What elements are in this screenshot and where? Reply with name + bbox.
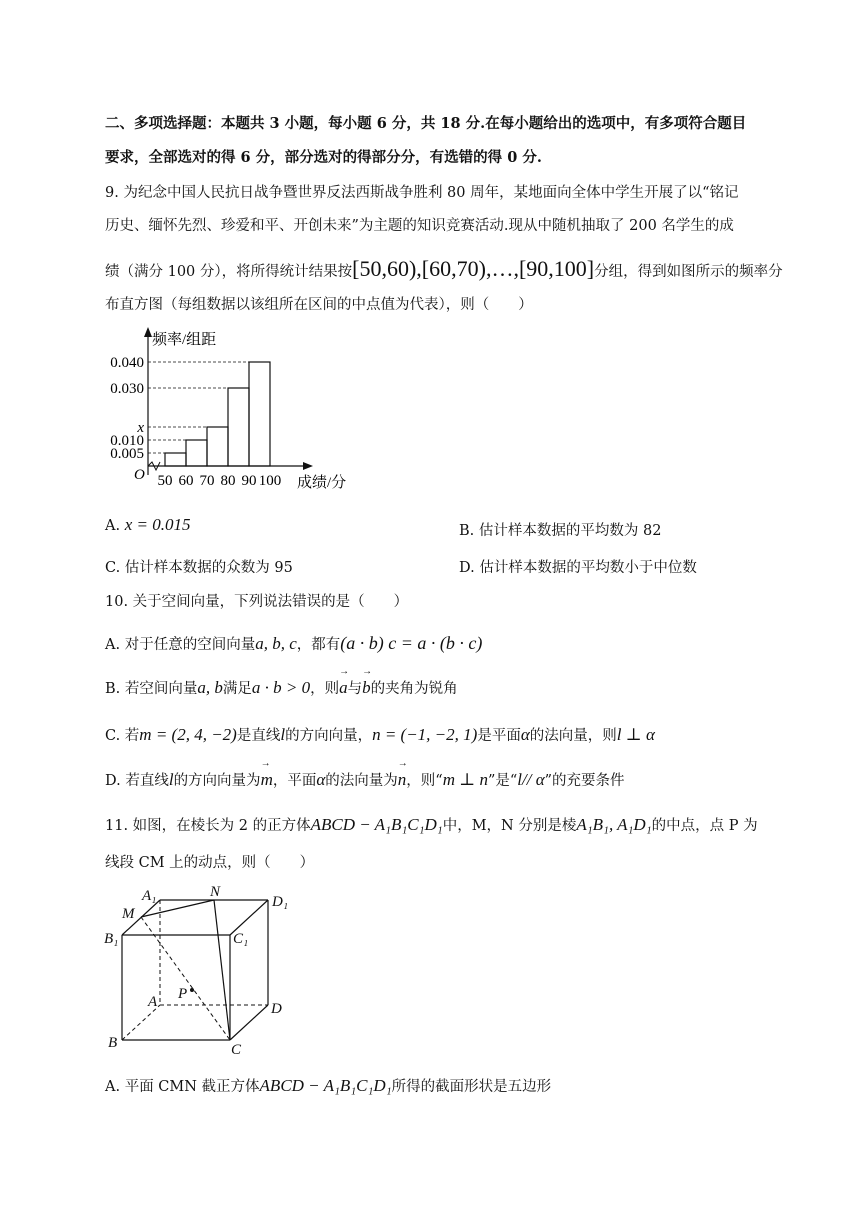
q10-option-c-line-l: l — [280, 725, 286, 744]
point-p-dot — [190, 988, 194, 992]
q10-option-d-mid2: ，平面 — [272, 773, 317, 789]
q10-option-d-vec-m: → m — [261, 770, 273, 790]
x-tick-label: 60 — [178, 473, 194, 489]
q11-stem-line1 — [105, 814, 758, 835]
q10-option-a — [105, 633, 482, 654]
x-tick-label: 100 — [258, 473, 282, 489]
y-tick-labels — [110, 355, 144, 462]
q10-option-c-mid2: 的方向向量， — [285, 728, 373, 744]
q9-stem-line3-post: 分组，得到如图所示的频率分 — [594, 264, 783, 280]
q11-stem-line1-pre: 11. 如图，在棱长为 2 的正方体 — [105, 818, 311, 834]
cube-solid-edges — [122, 900, 268, 1040]
q9-option-c: C. 估计样本数据的众数为 95 — [105, 560, 293, 576]
q10-option-b — [105, 677, 458, 698]
section-heading-line2: 要求，全部选对的得 6 分，部分选对的得部分分，有选错的得 0 分. — [105, 149, 542, 166]
q9-stem-line3-pre: 绩（满分 100 分），将所得统计结果按 — [105, 264, 353, 280]
x-axis-arrow — [303, 462, 313, 470]
q10-option-b-mid: 满足 — [222, 681, 252, 697]
q11-stem-line2: 线段 CM 上的动点，则（ ） — [105, 855, 315, 871]
q11-stem-line1-mid: 中，M，N 分别是棱 — [442, 818, 577, 834]
q11-edges: A₁B₁, A₁D₁ — [576, 815, 652, 834]
histogram-bar — [207, 427, 228, 466]
q10-option-c — [105, 724, 655, 745]
q10-option-d-mid1: 的方向向量为 — [173, 773, 261, 789]
y-tick-label: 0.030 — [110, 381, 144, 397]
histogram-bar — [186, 440, 207, 466]
label-c: C — [231, 1042, 242, 1058]
x-tick-labels — [158, 473, 282, 489]
q9-stem-line1: 9. 为纪念中国人民抗日战争暨世界反法西斯战争胜利 80 周年，某地面向全体中学生开展了以“铭记 — [105, 185, 739, 201]
label-c1: C₁ — [233, 931, 249, 947]
origin-label: O — [134, 467, 145, 483]
histogram-bar — [228, 388, 249, 466]
q10-option-d-mid3: 的法向量为 — [325, 773, 398, 789]
q10-option-a-vectors: a, b, c — [255, 634, 297, 653]
y-tick-label: 0.040 — [110, 355, 144, 371]
q10-option-c-vec-n: n = (−1, −2, 1) — [372, 725, 478, 744]
q10-option-d-line-l: l — [168, 770, 174, 789]
q9-option-a — [105, 515, 190, 535]
q10-option-b-vec-b: → b — [362, 678, 371, 698]
y-axis-arrow — [144, 327, 152, 337]
label-d1: D₁ — [272, 894, 289, 910]
q9-option-a-math: x = 0.015 — [124, 515, 191, 534]
q9-stem-line4: 布直方图（每组数据以该组所在区间的中点值为代表），则（ ） — [105, 297, 533, 313]
q10-option-c-mid3: 是平面 — [477, 728, 521, 744]
q11-option-a-pre: A. 平面 CMN 截正方体 — [105, 1079, 260, 1095]
q10-option-a-pre: A. 对于任意的空间向量 — [105, 637, 256, 653]
cube-diagram — [100, 880, 300, 1060]
q9-option-d: D. 估计样本数据的平均数小于中位数 — [459, 560, 697, 576]
x-tick-label: 80 — [220, 473, 236, 489]
x-tick-label: 50 — [157, 473, 173, 489]
cube-hidden-edges — [122, 900, 268, 1040]
histogram-dash-lines — [148, 362, 249, 453]
q10-option-d-mid5: ”是“ — [487, 773, 518, 789]
q9-stem-line2: 历史、缅怀先烈、珍爱和平、开创未来”为主题的知识竞赛活动.现从中随机抽取了 200 名学生的成 — [105, 218, 734, 234]
q11-stem-line1-post: 的中点，点 P 为 — [651, 818, 758, 834]
q11-cube-name: ABCD − A₁B₁C₁D₁ — [310, 815, 443, 834]
q10-option-a-mid: ，都有 — [296, 637, 341, 653]
label-d: D — [271, 1001, 282, 1017]
frequency-histogram — [100, 325, 380, 497]
q10-option-c-conclusion: l ⊥ α — [616, 725, 655, 744]
q10-option-b-post1: ，则 — [310, 681, 340, 697]
y-axis-label: 频率/组距 — [152, 332, 217, 348]
q10-option-d-mid4: ，则“ — [406, 773, 443, 789]
section-heading-line1: 二、多项选择题：本题共 3 小题，每小题 6 分，共 18 分.在每小题给出的选项中，有多项符合题目 — [105, 115, 747, 132]
x-tick-label: 90 — [241, 473, 257, 489]
q10-option-d-alpha: α — [316, 770, 326, 789]
label-m: M — [122, 906, 135, 922]
y-tick-label: x — [137, 420, 144, 436]
label-p: P — [178, 986, 188, 1002]
label-n: N — [210, 884, 221, 900]
q10-option-d-cond1: m ⊥ n — [442, 770, 488, 789]
q10-option-c-pre: C. 若 — [105, 728, 140, 744]
q10-option-b-vectors: a, b — [197, 678, 223, 697]
q10-option-d-post: ”的充要条件 — [544, 773, 625, 789]
q9-stem-line3 — [105, 256, 783, 282]
q10-option-c-mid4: 的法向量，则 — [529, 728, 617, 744]
x-axis-label: 成绩/分 — [297, 475, 347, 491]
label-a1: A₁ — [142, 888, 157, 904]
q11-option-a-post: 所得的截面形状是五边形 — [391, 1079, 552, 1095]
q10-option-d-pre: D. 若直线 — [105, 773, 169, 789]
q10-option-b-vec-a: → a — [339, 678, 348, 698]
q10-option-d — [105, 769, 625, 790]
q9-option-b: B. 估计样本数据的平均数为 82 — [459, 523, 662, 539]
q9-interval-groups: [50,60),[60,70),…,[90,100] — [352, 256, 595, 281]
q10-option-b-post3: 的夹角为锐角 — [370, 681, 458, 697]
q10-option-a-formula: (a · b) c = a · (b · c) — [340, 633, 483, 653]
y-tick-label: 0.010 — [110, 433, 144, 449]
label-b: B — [108, 1035, 118, 1051]
histogram-bar — [249, 362, 270, 466]
q10-option-d-vec-n: → n — [398, 770, 407, 790]
q10-option-c-vec-m: m = (2, 4, −2) — [139, 725, 237, 744]
histogram-bar — [165, 453, 186, 466]
q10-option-d-cond2: l// α — [517, 770, 545, 789]
q10-stem: 10. 关于空间向量，下列说法错误的是（ ） — [105, 594, 409, 610]
label-a: A — [148, 994, 158, 1010]
q10-option-b-condition: a · b > 0 — [251, 678, 311, 697]
y-tick-label: 0.005 — [110, 446, 144, 462]
q11-option-a-cube: ABCD − A₁B₁C₁D₁ — [259, 1076, 392, 1095]
q10-option-c-alpha: α — [520, 725, 530, 744]
label-b1: B₁ — [104, 931, 119, 947]
q10-option-c-mid1: 是直线 — [236, 728, 281, 744]
x-tick-label: 70 — [199, 473, 215, 489]
histogram-bars — [165, 362, 270, 466]
q10-option-b-post2: 与 — [347, 681, 363, 697]
q10-option-b-pre: B. 若空间向量 — [105, 681, 198, 697]
q11-option-a — [105, 1075, 551, 1096]
q9-option-a-label: A. — [105, 518, 121, 534]
